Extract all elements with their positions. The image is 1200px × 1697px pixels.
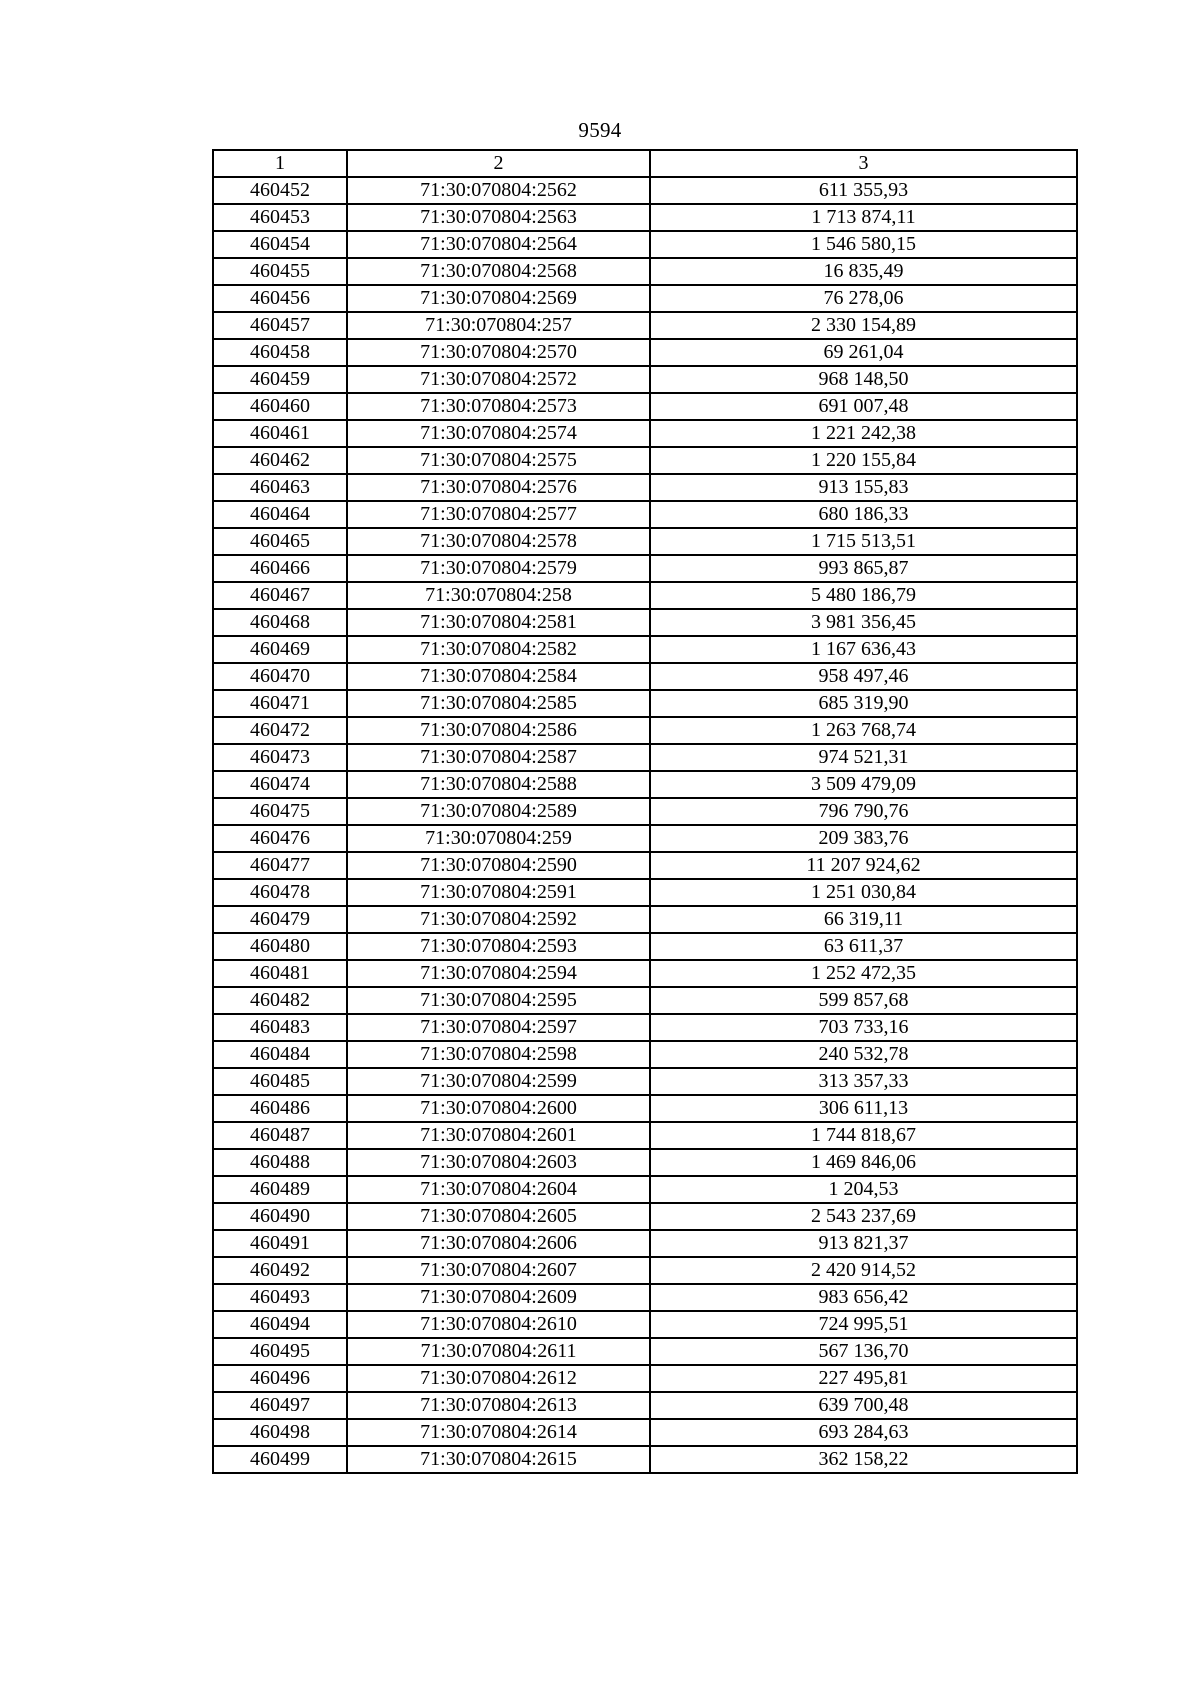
table-row bbox=[213, 690, 1077, 717]
cadastral-number-cell: 71:30:070804:2604 bbox=[347, 1176, 650, 1203]
cadastral-number-cell: 71:30:070804:2572 bbox=[347, 366, 650, 393]
cadastral-number-cell: 71:30:070804:2578 bbox=[347, 528, 650, 555]
cadastral-number-cell: 71:30:070804:2575 bbox=[347, 447, 650, 474]
row-number-cell: 460486 bbox=[213, 1095, 347, 1122]
value-cell: 703 733,16 bbox=[650, 1014, 1077, 1041]
table-row bbox=[213, 1365, 1077, 1392]
cadastral-number-cell: 71:30:070804:2581 bbox=[347, 609, 650, 636]
value-cell: 240 532,78 bbox=[650, 1041, 1077, 1068]
table-header bbox=[213, 150, 1077, 177]
row-number-cell: 460465 bbox=[213, 528, 347, 555]
cadastral-number-cell: 71:30:070804:2574 bbox=[347, 420, 650, 447]
row-number-cell: 460474 bbox=[213, 771, 347, 798]
cadastral-number-cell: 71:30:070804:2563 bbox=[347, 204, 650, 231]
header-cell-col-1: 1 bbox=[213, 150, 347, 177]
value-cell: 69 261,04 bbox=[650, 339, 1077, 366]
row-number-cell: 460485 bbox=[213, 1068, 347, 1095]
table-row bbox=[213, 987, 1077, 1014]
table-row bbox=[213, 204, 1077, 231]
row-number-cell: 460484 bbox=[213, 1041, 347, 1068]
cadastral-number-cell: 71:30:070804:2606 bbox=[347, 1230, 650, 1257]
value-cell: 16 835,49 bbox=[650, 258, 1077, 285]
table-body bbox=[213, 177, 1077, 1473]
table-row bbox=[213, 177, 1077, 204]
value-cell: 1 715 513,51 bbox=[650, 528, 1077, 555]
cadastral-number-cell: 71:30:070804:2601 bbox=[347, 1122, 650, 1149]
value-cell: 1 220 155,84 bbox=[650, 447, 1077, 474]
row-number-cell: 460470 bbox=[213, 663, 347, 690]
value-cell: 913 155,83 bbox=[650, 474, 1077, 501]
table-row bbox=[213, 312, 1077, 339]
table-row bbox=[213, 798, 1077, 825]
table-row bbox=[213, 744, 1077, 771]
table-row bbox=[213, 501, 1077, 528]
value-cell: 974 521,31 bbox=[650, 744, 1077, 771]
cadastral-number-cell: 71:30:070804:2570 bbox=[347, 339, 650, 366]
row-number-cell: 460462 bbox=[213, 447, 347, 474]
cadastral-number-cell: 71:30:070804:2579 bbox=[347, 555, 650, 582]
table-row bbox=[213, 717, 1077, 744]
cadastral-number-cell: 71:30:070804:2591 bbox=[347, 879, 650, 906]
row-number-cell: 460495 bbox=[213, 1338, 347, 1365]
row-number-cell: 460496 bbox=[213, 1365, 347, 1392]
table-row bbox=[213, 879, 1077, 906]
cadastral-number-cell: 71:30:070804:2611 bbox=[347, 1338, 650, 1365]
cadastral-number-cell: 71:30:070804:2600 bbox=[347, 1095, 650, 1122]
value-cell: 209 383,76 bbox=[650, 825, 1077, 852]
cadastral-number-cell: 71:30:070804:2612 bbox=[347, 1365, 650, 1392]
table-row bbox=[213, 393, 1077, 420]
value-cell: 306 611,13 bbox=[650, 1095, 1077, 1122]
cadastral-number-cell: 71:30:070804:2577 bbox=[347, 501, 650, 528]
row-number-cell: 460491 bbox=[213, 1230, 347, 1257]
value-cell: 1 251 030,84 bbox=[650, 879, 1077, 906]
row-number-cell: 460457 bbox=[213, 312, 347, 339]
cadastral-number-cell: 71:30:070804:2615 bbox=[347, 1446, 650, 1473]
row-number-cell: 460477 bbox=[213, 852, 347, 879]
table-row bbox=[213, 1068, 1077, 1095]
table-row bbox=[213, 1338, 1077, 1365]
value-cell: 11 207 924,62 bbox=[650, 852, 1077, 879]
row-number-cell: 460454 bbox=[213, 231, 347, 258]
value-cell: 5 480 186,79 bbox=[650, 582, 1077, 609]
table-row bbox=[213, 906, 1077, 933]
row-number-cell: 460453 bbox=[213, 204, 347, 231]
cadastral-number-cell: 71:30:070804:2599 bbox=[347, 1068, 650, 1095]
header-cell-col-2: 2 bbox=[347, 150, 650, 177]
value-cell: 567 136,70 bbox=[650, 1338, 1077, 1365]
value-cell: 599 857,68 bbox=[650, 987, 1077, 1014]
table-row bbox=[213, 636, 1077, 663]
cadastral-number-cell: 71:30:070804:259 bbox=[347, 825, 650, 852]
row-number-cell: 460476 bbox=[213, 825, 347, 852]
table-row bbox=[213, 825, 1077, 852]
value-cell: 983 656,42 bbox=[650, 1284, 1077, 1311]
table-row bbox=[213, 231, 1077, 258]
row-number-cell: 460489 bbox=[213, 1176, 347, 1203]
value-cell: 1 263 768,74 bbox=[650, 717, 1077, 744]
row-number-cell: 460461 bbox=[213, 420, 347, 447]
cadastral-number-cell: 71:30:070804:2595 bbox=[347, 987, 650, 1014]
row-number-cell: 460480 bbox=[213, 933, 347, 960]
cadastral-number-cell: 71:30:070804:2584 bbox=[347, 663, 650, 690]
table-row bbox=[213, 447, 1077, 474]
table-row bbox=[213, 933, 1077, 960]
row-number-cell: 460499 bbox=[213, 1446, 347, 1473]
row-number-cell: 460472 bbox=[213, 717, 347, 744]
cadastral-number-cell: 71:30:070804:2592 bbox=[347, 906, 650, 933]
cadastral-number-cell: 71:30:070804:2593 bbox=[347, 933, 650, 960]
row-number-cell: 460459 bbox=[213, 366, 347, 393]
value-cell: 63 611,37 bbox=[650, 933, 1077, 960]
row-number-cell: 460473 bbox=[213, 744, 347, 771]
cadastral-number-cell: 71:30:070804:2562 bbox=[347, 177, 650, 204]
page-number: 9594 bbox=[578, 118, 622, 142]
row-number-cell: 460467 bbox=[213, 582, 347, 609]
cadastral-number-cell: 71:30:070804:2594 bbox=[347, 960, 650, 987]
table-row bbox=[213, 1095, 1077, 1122]
table-row bbox=[213, 1446, 1077, 1473]
cadastral-number-cell: 71:30:070804:2576 bbox=[347, 474, 650, 501]
row-number-cell: 460478 bbox=[213, 879, 347, 906]
value-cell: 2 420 914,52 bbox=[650, 1257, 1077, 1284]
table-row bbox=[213, 582, 1077, 609]
row-number-cell: 460497 bbox=[213, 1392, 347, 1419]
row-number-cell: 460492 bbox=[213, 1257, 347, 1284]
table-row bbox=[213, 285, 1077, 312]
row-number-cell: 460482 bbox=[213, 987, 347, 1014]
cadastral-number-cell: 71:30:070804:2613 bbox=[347, 1392, 650, 1419]
value-cell: 3 509 479,09 bbox=[650, 771, 1077, 798]
value-cell: 1 546 580,15 bbox=[650, 231, 1077, 258]
table-row bbox=[213, 1311, 1077, 1338]
value-cell: 2 330 154,89 bbox=[650, 312, 1077, 339]
row-number-cell: 460458 bbox=[213, 339, 347, 366]
value-cell: 958 497,46 bbox=[650, 663, 1077, 690]
table-row bbox=[213, 1230, 1077, 1257]
row-number-cell: 460471 bbox=[213, 690, 347, 717]
value-cell: 913 821,37 bbox=[650, 1230, 1077, 1257]
table-row bbox=[213, 663, 1077, 690]
value-cell: 313 357,33 bbox=[650, 1068, 1077, 1095]
row-number-cell: 460456 bbox=[213, 285, 347, 312]
header-cell-col-3: 3 bbox=[650, 150, 1077, 177]
table-row bbox=[213, 555, 1077, 582]
value-cell: 1 469 846,06 bbox=[650, 1149, 1077, 1176]
row-number-cell: 460468 bbox=[213, 609, 347, 636]
row-number-cell: 460487 bbox=[213, 1122, 347, 1149]
cadastral-number-cell: 71:30:070804:2610 bbox=[347, 1311, 650, 1338]
table-row bbox=[213, 528, 1077, 555]
cadastral-number-cell: 71:30:070804:2598 bbox=[347, 1041, 650, 1068]
value-cell: 66 319,11 bbox=[650, 906, 1077, 933]
cadastral-number-cell: 71:30:070804:2609 bbox=[347, 1284, 650, 1311]
cadastral-number-cell: 71:30:070804:2585 bbox=[347, 690, 650, 717]
row-number-cell: 460466 bbox=[213, 555, 347, 582]
value-cell: 968 148,50 bbox=[650, 366, 1077, 393]
table-row bbox=[213, 1419, 1077, 1446]
cadastral-number-cell: 71:30:070804:2589 bbox=[347, 798, 650, 825]
table-row bbox=[213, 1257, 1077, 1284]
data-table bbox=[212, 149, 1078, 1474]
value-cell: 3 981 356,45 bbox=[650, 609, 1077, 636]
table-row bbox=[213, 1041, 1077, 1068]
cadastral-number-cell: 71:30:070804:2614 bbox=[347, 1419, 650, 1446]
row-number-cell: 460494 bbox=[213, 1311, 347, 1338]
table-row bbox=[213, 1284, 1077, 1311]
table-row bbox=[213, 960, 1077, 987]
value-cell: 1 252 472,35 bbox=[650, 960, 1077, 987]
value-cell: 1 744 818,67 bbox=[650, 1122, 1077, 1149]
value-cell: 680 186,33 bbox=[650, 501, 1077, 528]
table-row bbox=[213, 258, 1077, 285]
value-cell: 227 495,81 bbox=[650, 1365, 1077, 1392]
header-row bbox=[213, 150, 1077, 177]
row-number-cell: 460452 bbox=[213, 177, 347, 204]
value-cell: 362 158,22 bbox=[650, 1446, 1077, 1473]
row-number-cell: 460498 bbox=[213, 1419, 347, 1446]
cadastral-number-cell: 71:30:070804:2603 bbox=[347, 1149, 650, 1176]
value-cell: 1 221 242,38 bbox=[650, 420, 1077, 447]
cadastral-number-cell: 71:30:070804:2587 bbox=[347, 744, 650, 771]
value-cell: 693 284,63 bbox=[650, 1419, 1077, 1446]
cadastral-number-cell: 71:30:070804:258 bbox=[347, 582, 650, 609]
table-row bbox=[213, 1014, 1077, 1041]
cadastral-number-cell: 71:30:070804:2588 bbox=[347, 771, 650, 798]
table-row bbox=[213, 339, 1077, 366]
row-number-cell: 460488 bbox=[213, 1149, 347, 1176]
cadastral-number-cell: 71:30:070804:257 bbox=[347, 312, 650, 339]
row-number-cell: 460490 bbox=[213, 1203, 347, 1230]
table-row bbox=[213, 1392, 1077, 1419]
table-row bbox=[213, 420, 1077, 447]
row-number-cell: 460479 bbox=[213, 906, 347, 933]
row-number-cell: 460493 bbox=[213, 1284, 347, 1311]
row-number-cell: 460475 bbox=[213, 798, 347, 825]
cadastral-number-cell: 71:30:070804:2582 bbox=[347, 636, 650, 663]
cadastral-number-cell: 71:30:070804:2590 bbox=[347, 852, 650, 879]
table-row bbox=[213, 1122, 1077, 1149]
table-row bbox=[213, 852, 1077, 879]
cadastral-number-cell: 71:30:070804:2568 bbox=[347, 258, 650, 285]
row-number-cell: 460455 bbox=[213, 258, 347, 285]
value-cell: 993 865,87 bbox=[650, 555, 1077, 582]
value-cell: 1 167 636,43 bbox=[650, 636, 1077, 663]
value-cell: 611 355,93 bbox=[650, 177, 1077, 204]
cadastral-number-cell: 71:30:070804:2573 bbox=[347, 393, 650, 420]
table-row bbox=[213, 1149, 1077, 1176]
cadastral-number-cell: 71:30:070804:2605 bbox=[347, 1203, 650, 1230]
table-row bbox=[213, 771, 1077, 798]
cadastral-number-cell: 71:30:070804:2586 bbox=[347, 717, 650, 744]
value-cell: 685 319,90 bbox=[650, 690, 1077, 717]
value-cell: 76 278,06 bbox=[650, 285, 1077, 312]
table-row bbox=[213, 1203, 1077, 1230]
cadastral-number-cell: 71:30:070804:2597 bbox=[347, 1014, 650, 1041]
value-cell: 724 995,51 bbox=[650, 1311, 1077, 1338]
row-number-cell: 460469 bbox=[213, 636, 347, 663]
cadastral-number-cell: 71:30:070804:2569 bbox=[347, 285, 650, 312]
table-row bbox=[213, 1176, 1077, 1203]
row-number-cell: 460464 bbox=[213, 501, 347, 528]
value-cell: 1 204,53 bbox=[650, 1176, 1077, 1203]
row-number-cell: 460463 bbox=[213, 474, 347, 501]
table-row bbox=[213, 609, 1077, 636]
value-cell: 2 543 237,69 bbox=[650, 1203, 1077, 1230]
row-number-cell: 460481 bbox=[213, 960, 347, 987]
value-cell: 639 700,48 bbox=[650, 1392, 1077, 1419]
row-number-cell: 460460 bbox=[213, 393, 347, 420]
value-cell: 796 790,76 bbox=[650, 798, 1077, 825]
table-row bbox=[213, 474, 1077, 501]
row-number-cell: 460483 bbox=[213, 1014, 347, 1041]
cadastral-number-cell: 71:30:070804:2564 bbox=[347, 231, 650, 258]
value-cell: 1 713 874,11 bbox=[650, 204, 1077, 231]
value-cell: 691 007,48 bbox=[650, 393, 1077, 420]
cadastral-number-cell: 71:30:070804:2607 bbox=[347, 1257, 650, 1284]
table-row bbox=[213, 366, 1077, 393]
